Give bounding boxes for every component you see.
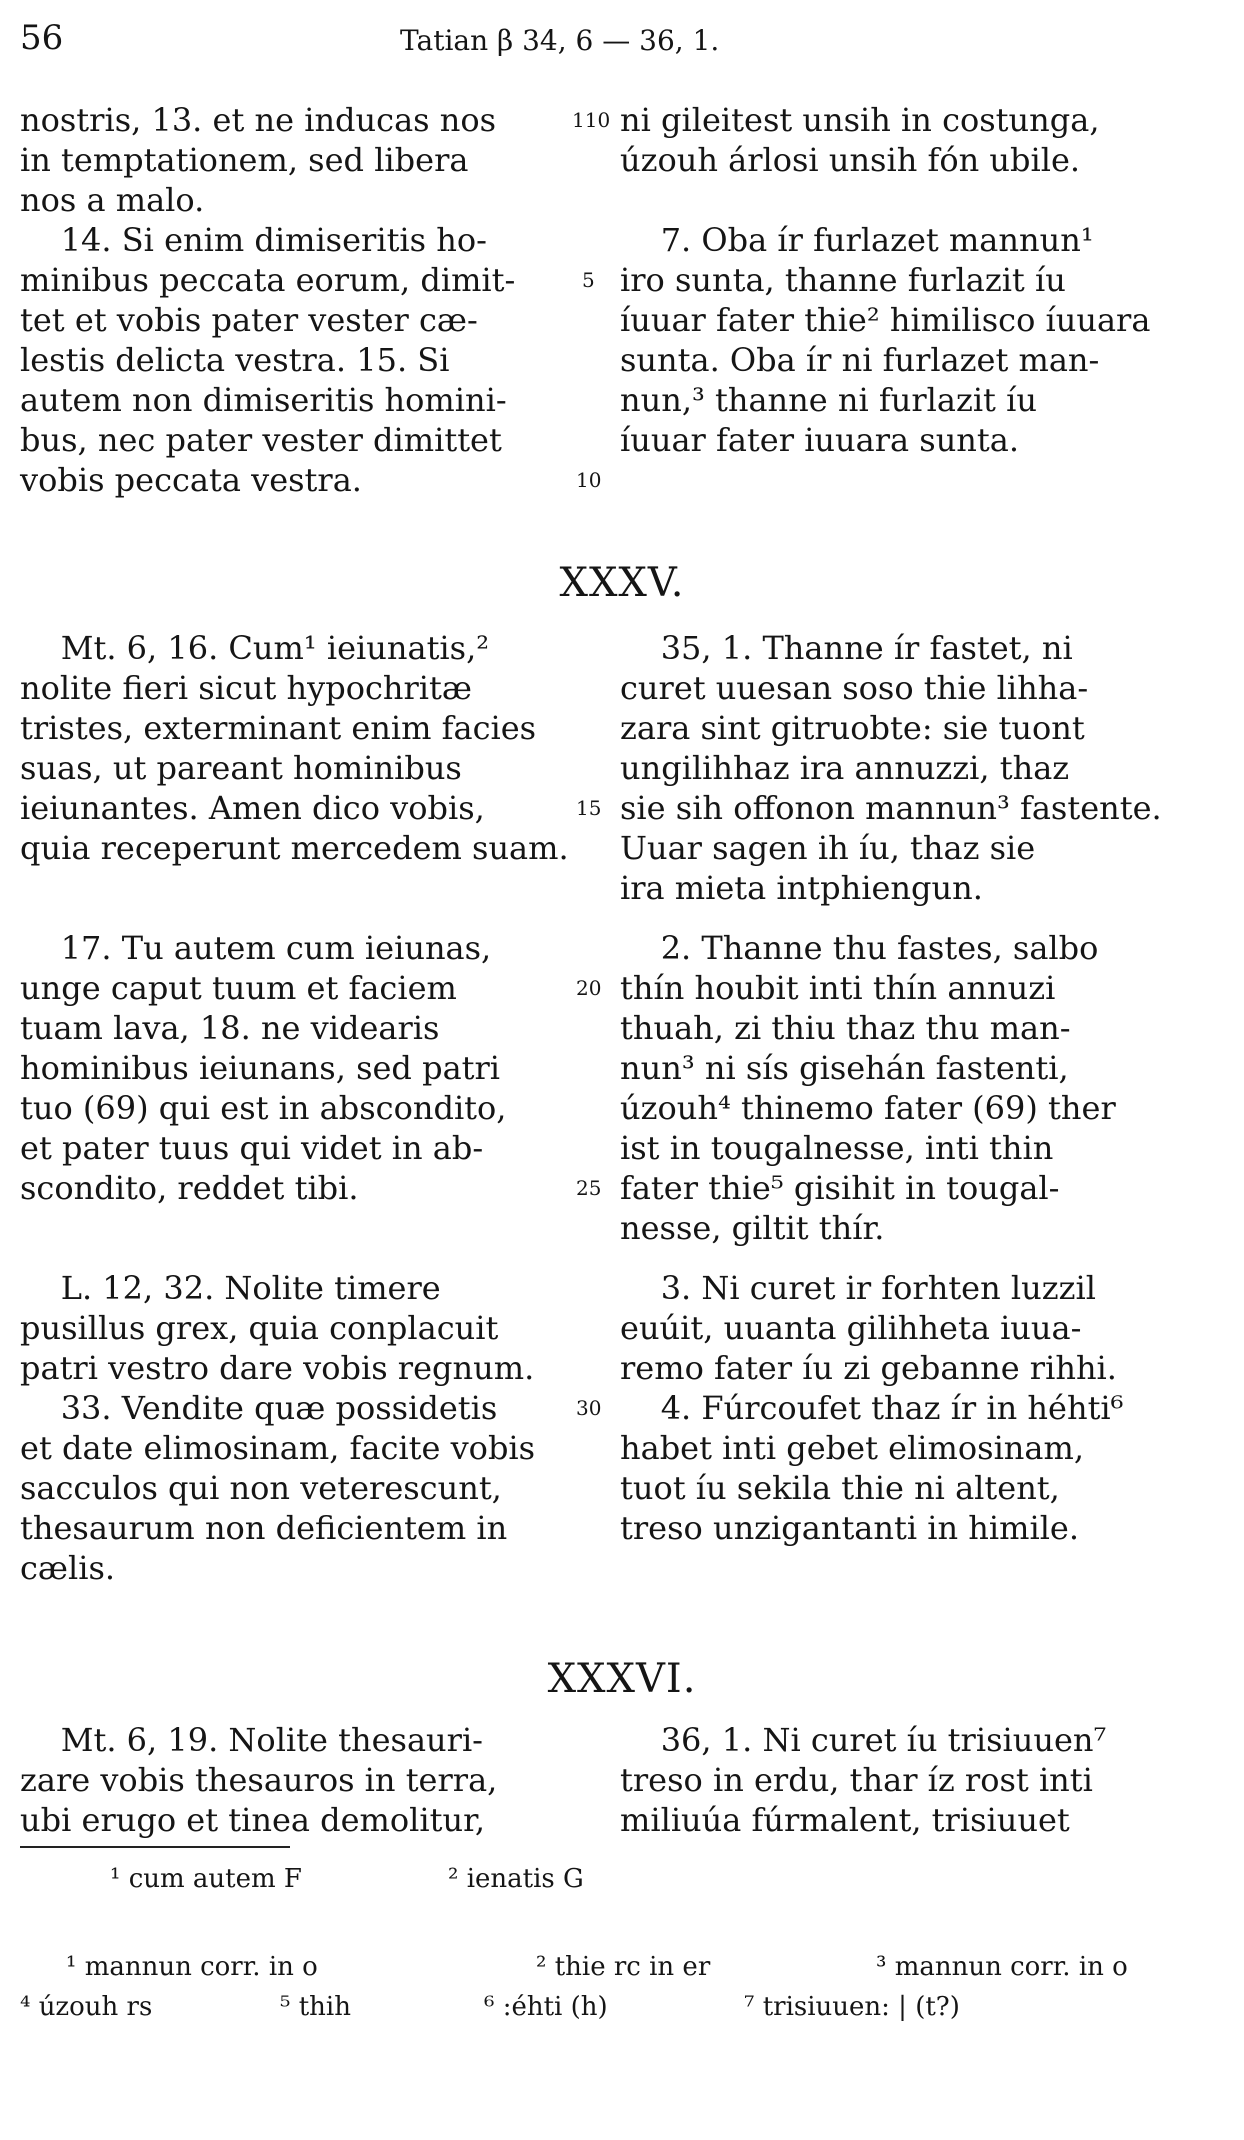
footnote-latin-2: ² ienatis G [448, 1864, 584, 1894]
latin-text-35b: 17. Tu autem cum ieiunas, unge caput tuum et faciem tuam lava, 18. ne videaris hominibus ieiunans, sed patri tuo (69) qui est in abscondito, et pater tuus qui videt in ab- scondito, reddet tibi. [20, 929, 507, 1207]
latin-text-35c: L. 12, 32. Nolite timere pusillus grex, quia conplacuit patri vestro dare vobis regnum. 33. Vendite quæ possidetis et date elimosinam, facite vobis sacculos qui non veterescunt, thesaurum non deficientem in cælis. [20, 1269, 536, 1587]
ohg-text-35c: 3. Ni curet ir forhten luzzil euúit, uuanta gilihheta iuua- remo fater íu zi gebanne rihhi. 4. Fúrcoufet thaz ír in héhti⁶ habet inti gebet elimosinam, tuot íu sekila thie ni altent, treso unzigantanti in himile. [620, 1269, 1124, 1547]
ohg-text-35b: 2. Thanne thu fastes, salbo thín houbit inti thín annuzi thuah, zi thiu thaz thu man- nun³ ni sís gisehán fastenti, úzouh⁴ thinemo fater (69) ther ist in tougalnesse, inti thin fater thie⁵ gisihit in tougal- nesse, giltit thír. [620, 929, 1116, 1247]
latin-text-36: Mt. 6, 19. Nolite thesauri- zare vobis thesauros in terra, ubi erugo et tinea demolitur, [20, 1721, 498, 1839]
section-heading-35: XXXV. [559, 560, 685, 606]
line-number: 25 [576, 1176, 602, 1200]
latin-text-block1: nostris, 13. et ne inducas nos in temptationem, sed libera nos a malo. 14. Si enim dimiseritis ho- minibus peccata eorum, dimit- tet et vobis pater vester cæ- lestis delicta vestra. 15. Si autem non dimiseritis homini- bus, nec pater vester dimittet vobis peccata vestra. [20, 101, 516, 499]
line-number: 5 [582, 268, 595, 292]
line-number: 110 [572, 108, 611, 132]
footnote-latin-1: ¹ cum autem F [110, 1864, 302, 1894]
section-heading-36: XXXVI. [547, 1656, 697, 1702]
footnote-rule [20, 1846, 290, 1848]
footnote-ohg-1: ¹ mannun corr. in o [66, 1952, 318, 1982]
footnote-ohg-2: ² thie rc in er [536, 1952, 711, 1982]
ohg-text-35a: 35, 1. Thanne ír fastet, ni curet uuesan soso thie lihha- zara sint gitruobte: sie tuont ungilihhaz ira annuzzi, thaz sie sih offonon mannun³ fastente. Uuar sagen ih íu, thaz sie ira mieta intphiengun. [620, 629, 1162, 907]
footnote-ohg-3: ³ mannun corr. in o [876, 1952, 1128, 1982]
footnote-ohg-4: ⁴ úzouh rs [20, 1992, 153, 2022]
line-number: 30 [576, 1396, 602, 1420]
running-head: Tatian β 34, 6 — 36, 1. [400, 24, 720, 57]
footnote-ohg-6: ⁶ :éhti (h) [484, 1992, 608, 2022]
page-number: 56 [20, 18, 64, 58]
latin-text-35a: Mt. 6, 16. Cum¹ ieiunatis,² nolite fieri sicut hypochritæ tristes, exterminant enim facies suas, ut pareant hominibus ieiunantes. Amen dico vobis, quia receperunt mercedem suam. [20, 629, 569, 867]
ohg-text-block1: ni gileitest unsih in costunga, úzouh árlosi unsih fón ubile. 7. Oba ír furlazet mannun¹ iro sunta, thanne furlazit íu íuuar fater thie² himilisco íuuara sunta. Oba ír ni furlazet man- nun,³ thanne ni furlazit íu íuuar fater iuuara sunta. [620, 101, 1151, 459]
line-number: 10 [576, 468, 602, 492]
line-number: 20 [576, 976, 602, 1000]
ohg-text-36: 36, 1. Ni curet íu trisiuuen⁷ treso in erdu, thar íz rost inti miliuúa fúrmalent, trisiuuet [620, 1721, 1107, 1839]
footnote-ohg-5: ⁵ thih [280, 1992, 351, 2022]
footnote-ohg-7: ⁷ trisiuuen: | (t?) [744, 1992, 960, 2022]
line-number: 15 [576, 796, 602, 820]
page-header [20, 18, 1224, 68]
